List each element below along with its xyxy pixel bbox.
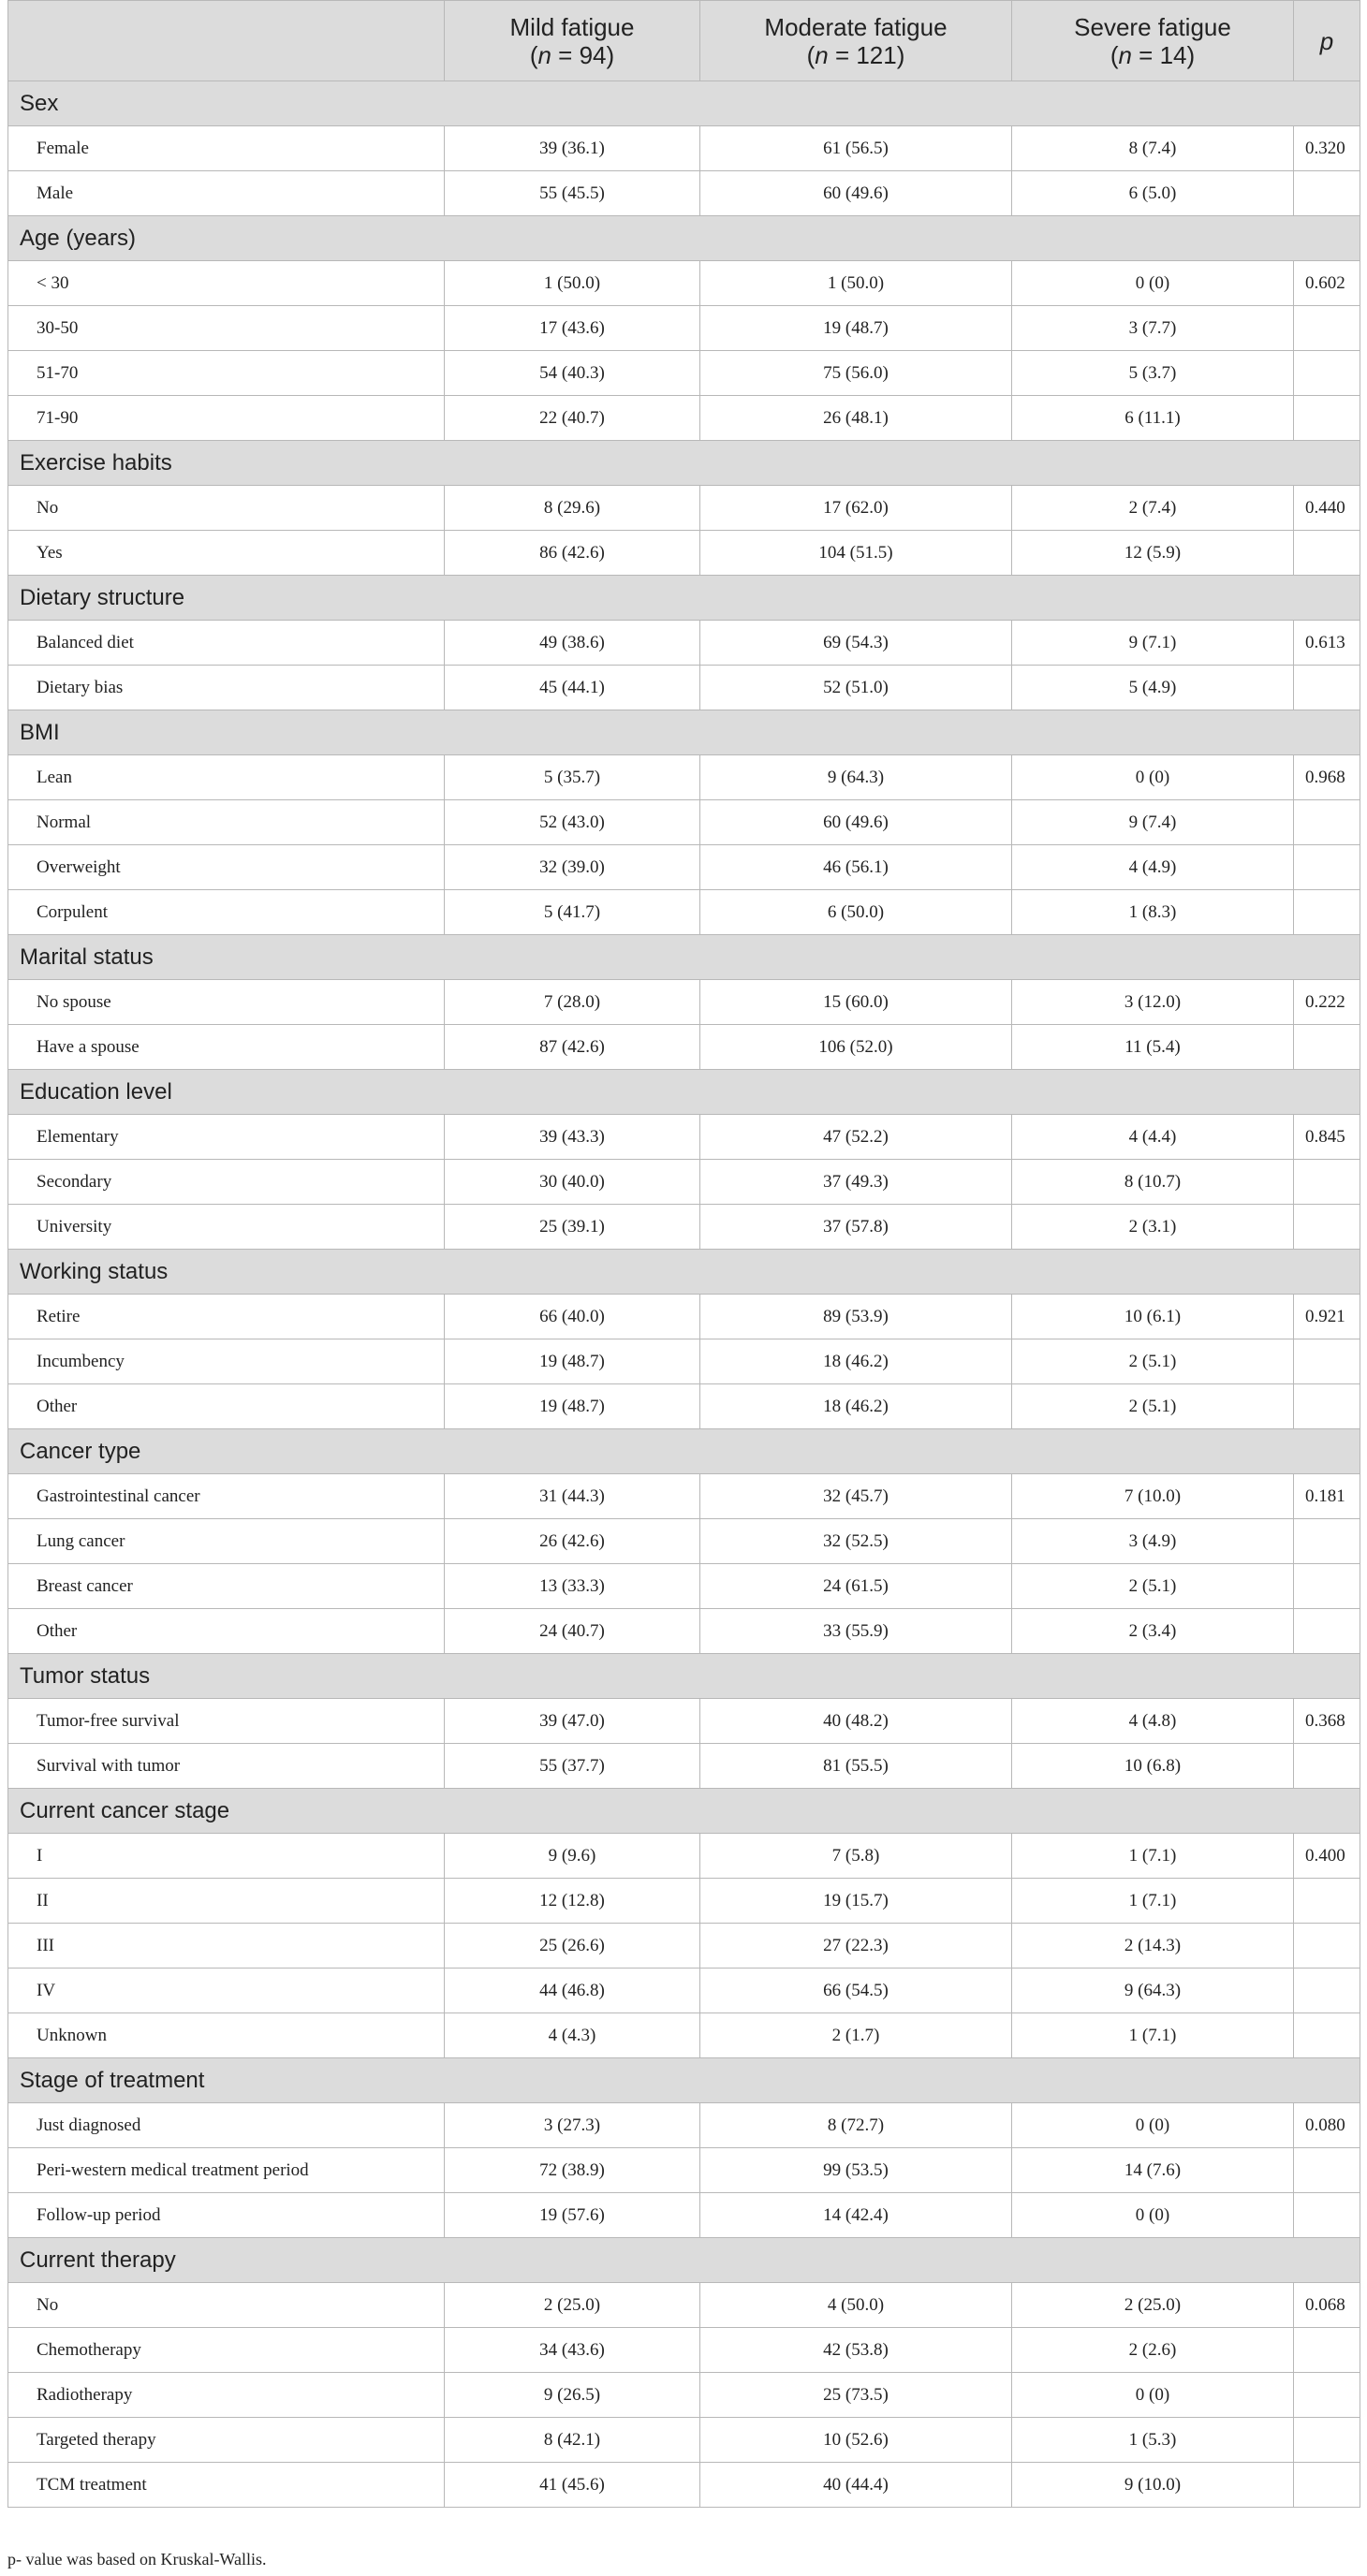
moderate-fatigue-value: 10 (52.6) (700, 2418, 1012, 2463)
severe-fatigue-value: 4 (4.4) (1012, 1115, 1294, 1160)
moderate-fatigue-value: 26 (48.1) (700, 396, 1012, 441)
group-header-row (8, 1789, 1360, 1834)
header-severe-fatigue (1012, 1, 1294, 81)
group-title: Stage of treatment (8, 2058, 1360, 2103)
p-value (1294, 1160, 1360, 1205)
group-header-row (8, 2238, 1360, 2283)
mild-fatigue-value: 52 (43.0) (445, 800, 700, 845)
p-value: 0.320 (1294, 126, 1360, 171)
group-title: Exercise habits (8, 441, 1360, 486)
moderate-fatigue-value: 47 (52.2) (700, 1115, 1012, 1160)
row-label: I (8, 1834, 445, 1879)
moderate-fatigue-value: 33 (55.9) (700, 1609, 1012, 1654)
row-label: Targeted therapy (8, 2418, 445, 2463)
p-value (1294, 2463, 1360, 2508)
header-severe-n: (n = 14) (1110, 40, 1196, 69)
severe-fatigue-value: 6 (11.1) (1012, 396, 1294, 441)
severe-fatigue-value: 7 (10.0) (1012, 1474, 1294, 1519)
p-value: 0.068 (1294, 2283, 1360, 2328)
table-row (8, 171, 1360, 216)
table-row (8, 531, 1360, 576)
p-value: 0.921 (1294, 1295, 1360, 1339)
row-label: No (8, 2283, 445, 2328)
moderate-fatigue-value: 6 (50.0) (700, 890, 1012, 935)
row-label: IV (8, 1969, 445, 2013)
severe-fatigue-value: 2 (25.0) (1012, 2283, 1294, 2328)
p-value: 0.181 (1294, 1474, 1360, 1519)
severe-fatigue-value: 1 (7.1) (1012, 1834, 1294, 1879)
group-header-row (8, 1429, 1360, 1474)
severe-fatigue-value: 10 (6.1) (1012, 1295, 1294, 1339)
table-row (8, 1924, 1360, 1969)
header-moderate-fatigue (700, 1, 1012, 81)
p-value (1294, 666, 1360, 710)
row-label: Peri-western medical treatment period (8, 2148, 445, 2193)
p-value (1294, 1609, 1360, 1654)
header-label-cell (8, 1, 445, 81)
mild-fatigue-value: 8 (42.1) (445, 2418, 700, 2463)
severe-fatigue-value: 1 (7.1) (1012, 1879, 1294, 1924)
table-row (8, 2328, 1360, 2373)
mild-fatigue-value: 25 (39.1) (445, 1205, 700, 1250)
mild-fatigue-value: 45 (44.1) (445, 666, 700, 710)
severe-fatigue-value: 9 (10.0) (1012, 2463, 1294, 2508)
table-row (8, 2013, 1360, 2058)
p-value (1294, 1519, 1360, 1564)
moderate-fatigue-value: 19 (15.7) (700, 1879, 1012, 1924)
p-value (1294, 171, 1360, 216)
group-title: Current therapy (8, 2238, 1360, 2283)
table-row (8, 1564, 1360, 1609)
moderate-fatigue-value: 18 (46.2) (700, 1384, 1012, 1429)
row-label: Normal (8, 800, 445, 845)
header-severe-n-prefix: n (1118, 40, 1132, 69)
mild-fatigue-value: 39 (43.3) (445, 1115, 700, 1160)
mild-fatigue-value: 30 (40.0) (445, 1160, 700, 1205)
p-value (1294, 1205, 1360, 1250)
severe-fatigue-value: 14 (7.6) (1012, 2148, 1294, 2193)
mild-fatigue-value: 25 (26.6) (445, 1924, 700, 1969)
p-value (1294, 1339, 1360, 1384)
group-title: Current cancer stage (8, 1789, 1360, 1834)
p-value (1294, 1384, 1360, 1429)
severe-fatigue-value: 2 (3.4) (1012, 1609, 1294, 1654)
mild-fatigue-value: 55 (37.7) (445, 1744, 700, 1789)
table-row (8, 396, 1360, 441)
moderate-fatigue-value: 89 (53.9) (700, 1295, 1012, 1339)
severe-fatigue-value: 2 (14.3) (1012, 1924, 1294, 1969)
mild-fatigue-value: 19 (48.7) (445, 1384, 700, 1429)
table-row (8, 2418, 1360, 2463)
mild-fatigue-value: 24 (40.7) (445, 1609, 700, 1654)
mild-fatigue-value: 2 (25.0) (445, 2283, 700, 2328)
severe-fatigue-value: 2 (2.6) (1012, 2328, 1294, 2373)
row-label: No spouse (8, 980, 445, 1025)
row-label: Secondary (8, 1160, 445, 1205)
table-row (8, 1834, 1360, 1879)
header-mild-n-prefix: n (537, 40, 551, 69)
table-row (8, 845, 1360, 890)
severe-fatigue-value: 1 (7.1) (1012, 2013, 1294, 2058)
row-label: Elementary (8, 1115, 445, 1160)
row-label: Balanced diet (8, 621, 445, 666)
mild-fatigue-value: 13 (33.3) (445, 1564, 700, 1609)
p-value (1294, 1025, 1360, 1070)
moderate-fatigue-value: 69 (54.3) (700, 621, 1012, 666)
mild-fatigue-value: 19 (48.7) (445, 1339, 700, 1384)
row-label: No (8, 486, 445, 531)
table-row (8, 1025, 1360, 1070)
moderate-fatigue-value: 75 (56.0) (700, 351, 1012, 396)
moderate-fatigue-value: 32 (52.5) (700, 1519, 1012, 1564)
severe-fatigue-value: 0 (0) (1012, 755, 1294, 800)
row-label: Lean (8, 755, 445, 800)
header-mild-n: (n = 94) (529, 40, 615, 69)
severe-fatigue-value: 12 (5.9) (1012, 531, 1294, 576)
row-label: Tumor-free survival (8, 1699, 445, 1744)
group-title: Dietary structure (8, 576, 1360, 621)
row-label: Male (8, 171, 445, 216)
moderate-fatigue-value: 9 (64.3) (700, 755, 1012, 800)
header-p-label: p (1319, 26, 1334, 55)
severe-fatigue-value: 4 (4.9) (1012, 845, 1294, 890)
moderate-fatigue-value: 60 (49.6) (700, 800, 1012, 845)
row-label: Other (8, 1384, 445, 1429)
p-value (1294, 1969, 1360, 2013)
table-row (8, 1699, 1360, 1744)
p-value (1294, 2013, 1360, 2058)
severe-fatigue-value: 8 (10.7) (1012, 1160, 1294, 1205)
mild-fatigue-value: 22 (40.7) (445, 396, 700, 441)
severe-fatigue-value: 1 (8.3) (1012, 890, 1294, 935)
row-label: < 30 (8, 261, 445, 306)
severe-fatigue-value: 2 (3.1) (1012, 1205, 1294, 1250)
table-footnote: p- value was based on Kruskal-Wallis. (7, 2550, 267, 2569)
severe-fatigue-value: 0 (0) (1012, 2103, 1294, 2148)
table-row (8, 261, 1360, 306)
mild-fatigue-value: 39 (47.0) (445, 1699, 700, 1744)
mild-fatigue-value: 86 (42.6) (445, 531, 700, 576)
p-value: 0.968 (1294, 755, 1360, 800)
row-label: Dietary bias (8, 666, 445, 710)
moderate-fatigue-value: 61 (56.5) (700, 126, 1012, 171)
mild-fatigue-value: 3 (27.3) (445, 2103, 700, 2148)
mild-fatigue-value: 66 (40.0) (445, 1295, 700, 1339)
mild-fatigue-value: 1 (50.0) (445, 261, 700, 306)
severe-fatigue-value: 3 (4.9) (1012, 1519, 1294, 1564)
table-row (8, 486, 1360, 531)
table-row (8, 621, 1360, 666)
p-value: 0.440 (1294, 486, 1360, 531)
table-row (8, 980, 1360, 1025)
table-row (8, 1969, 1360, 2013)
row-label: Gastrointestinal cancer (8, 1474, 445, 1519)
p-value: 0.613 (1294, 621, 1360, 666)
table-row (8, 1609, 1360, 1654)
moderate-fatigue-value: 14 (42.4) (700, 2193, 1012, 2238)
mild-fatigue-value: 5 (35.7) (445, 755, 700, 800)
severe-fatigue-value: 9 (64.3) (1012, 1969, 1294, 2013)
row-label: 71-90 (8, 396, 445, 441)
moderate-fatigue-value: 18 (46.2) (700, 1339, 1012, 1384)
severe-fatigue-value: 3 (12.0) (1012, 980, 1294, 1025)
p-value (1294, 1564, 1360, 1609)
row-label: Female (8, 126, 445, 171)
moderate-fatigue-value: 7 (5.8) (700, 1834, 1012, 1879)
table-row (8, 890, 1360, 935)
table-row (8, 1115, 1360, 1160)
row-label: Yes (8, 531, 445, 576)
table-row (8, 1160, 1360, 1205)
severe-fatigue-value: 5 (4.9) (1012, 666, 1294, 710)
group-title: Working status (8, 1250, 1360, 1295)
mild-fatigue-value: 54 (40.3) (445, 351, 700, 396)
mild-fatigue-value: 4 (4.3) (445, 2013, 700, 2058)
mild-fatigue-value: 41 (45.6) (445, 2463, 700, 2508)
table-row (8, 306, 1360, 351)
mild-fatigue-value: 9 (26.5) (445, 2373, 700, 2418)
p-value (1294, 351, 1360, 396)
severe-fatigue-value: 0 (0) (1012, 261, 1294, 306)
p-value (1294, 306, 1360, 351)
table-row (8, 2373, 1360, 2418)
group-header-row (8, 2058, 1360, 2103)
p-value (1294, 2328, 1360, 2373)
p-value: 0.368 (1294, 1699, 1360, 1744)
severe-fatigue-value: 5 (3.7) (1012, 351, 1294, 396)
severe-fatigue-value: 9 (7.4) (1012, 800, 1294, 845)
mild-fatigue-value: 87 (42.6) (445, 1025, 700, 1070)
moderate-fatigue-value: 37 (57.8) (700, 1205, 1012, 1250)
row-label: TCM treatment (8, 2463, 445, 2508)
group-header-row (8, 710, 1360, 755)
severe-fatigue-value: 3 (7.7) (1012, 306, 1294, 351)
moderate-fatigue-value: 25 (73.5) (700, 2373, 1012, 2418)
row-label: Lung cancer (8, 1519, 445, 1564)
header-moderate-n: (n = 121) (806, 40, 905, 69)
table-row (8, 1295, 1360, 1339)
severe-fatigue-value: 10 (6.8) (1012, 1744, 1294, 1789)
p-value (1294, 1879, 1360, 1924)
p-value (1294, 845, 1360, 890)
p-value (1294, 2418, 1360, 2463)
p-value: 0.845 (1294, 1115, 1360, 1160)
mild-fatigue-value: 26 (42.6) (445, 1519, 700, 1564)
moderate-fatigue-value: 46 (56.1) (700, 845, 1012, 890)
row-label: Radiotherapy (8, 2373, 445, 2418)
header-moderate-n-suffix: = 121 (828, 40, 897, 69)
p-value (1294, 2193, 1360, 2238)
row-label: Just diagnosed (8, 2103, 445, 2148)
group-title: Age (years) (8, 216, 1360, 261)
group-title: BMI (8, 710, 1360, 755)
table-body (8, 81, 1360, 2508)
mild-fatigue-value: 34 (43.6) (445, 2328, 700, 2373)
mild-fatigue-value: 9 (9.6) (445, 1834, 700, 1879)
group-header-row (8, 81, 1360, 126)
group-header-row (8, 576, 1360, 621)
p-value (1294, 396, 1360, 441)
mild-fatigue-value: 31 (44.3) (445, 1474, 700, 1519)
mild-fatigue-value: 49 (38.6) (445, 621, 700, 666)
table-row (8, 1744, 1360, 1789)
row-label: Chemotherapy (8, 2328, 445, 2373)
severe-fatigue-value: 0 (0) (1012, 2373, 1294, 2418)
row-label: Retire (8, 1295, 445, 1339)
header-mild-name: Mild fatigue (509, 12, 635, 41)
header-severe-name: Severe fatigue (1074, 12, 1231, 41)
table-row (8, 2193, 1360, 2238)
table-row (8, 2148, 1360, 2193)
group-title: Marital status (8, 935, 1360, 980)
moderate-fatigue-value: 32 (45.7) (700, 1474, 1012, 1519)
moderate-fatigue-value: 4 (50.0) (700, 2283, 1012, 2328)
row-label: Have a spouse (8, 1025, 445, 1070)
row-label: Corpulent (8, 890, 445, 935)
table-row (8, 800, 1360, 845)
p-value: 0.222 (1294, 980, 1360, 1025)
mild-fatigue-value: 72 (38.9) (445, 2148, 700, 2193)
severe-fatigue-value: 2 (7.4) (1012, 486, 1294, 531)
table-header-row (8, 1, 1360, 81)
severe-fatigue-value: 2 (5.1) (1012, 1384, 1294, 1429)
row-label: 51-70 (8, 351, 445, 396)
group-header-row (8, 1070, 1360, 1115)
row-label: Follow-up period (8, 2193, 445, 2238)
moderate-fatigue-value: 40 (48.2) (700, 1699, 1012, 1744)
moderate-fatigue-value: 106 (52.0) (700, 1025, 1012, 1070)
p-value (1294, 1744, 1360, 1789)
header-mild-fatigue (445, 1, 700, 81)
severe-fatigue-value: 2 (5.1) (1012, 1339, 1294, 1384)
severe-fatigue-value: 6 (5.0) (1012, 171, 1294, 216)
moderate-fatigue-value: 2 (1.7) (700, 2013, 1012, 2058)
moderate-fatigue-value: 8 (72.7) (700, 2103, 1012, 2148)
row-label: 30-50 (8, 306, 445, 351)
mild-fatigue-value: 12 (12.8) (445, 1879, 700, 1924)
mild-fatigue-value: 32 (39.0) (445, 845, 700, 890)
group-title: Education level (8, 1070, 1360, 1115)
header-severe-n-suffix: = 14 (1131, 40, 1187, 69)
group-title: Sex (8, 81, 1360, 126)
mild-fatigue-value: 5 (41.7) (445, 890, 700, 935)
moderate-fatigue-value: 52 (51.0) (700, 666, 1012, 710)
data-table-container (7, 0, 1360, 2508)
table-row (8, 351, 1360, 396)
row-label: II (8, 1879, 445, 1924)
severe-fatigue-value: 9 (7.1) (1012, 621, 1294, 666)
group-header-row (8, 1250, 1360, 1295)
moderate-fatigue-value: 99 (53.5) (700, 2148, 1012, 2193)
table-row (8, 1879, 1360, 1924)
p-value (1294, 1924, 1360, 1969)
table-row (8, 1339, 1360, 1384)
table-row (8, 126, 1360, 171)
severe-fatigue-value: 2 (5.1) (1012, 1564, 1294, 1609)
row-label: Unknown (8, 2013, 445, 2058)
table-row (8, 1384, 1360, 1429)
p-value (1294, 800, 1360, 845)
table-row (8, 1205, 1360, 1250)
moderate-fatigue-value: 81 (55.5) (700, 1744, 1012, 1789)
table-row (8, 2463, 1360, 2508)
mild-fatigue-value: 8 (29.6) (445, 486, 700, 531)
moderate-fatigue-value: 66 (54.5) (700, 1969, 1012, 2013)
header-mild-n-suffix: = 94 (551, 40, 607, 69)
moderate-fatigue-value: 60 (49.6) (700, 171, 1012, 216)
mild-fatigue-value: 44 (46.8) (445, 1969, 700, 2013)
severe-fatigue-value: 11 (5.4) (1012, 1025, 1294, 1070)
group-header-row (8, 935, 1360, 980)
table-row (8, 666, 1360, 710)
group-title: Cancer type (8, 1429, 1360, 1474)
group-header-row (8, 441, 1360, 486)
mild-fatigue-value: 19 (57.6) (445, 2193, 700, 2238)
table-row (8, 1519, 1360, 1564)
row-label: Incumbency (8, 1339, 445, 1384)
header-moderate-n-prefix: n (815, 40, 829, 69)
moderate-fatigue-value: 19 (48.7) (700, 306, 1012, 351)
header-p-value (1294, 1, 1360, 81)
moderate-fatigue-value: 104 (51.5) (700, 531, 1012, 576)
p-value: 0.602 (1294, 261, 1360, 306)
severe-fatigue-value: 4 (4.8) (1012, 1699, 1294, 1744)
row-label: Overweight (8, 845, 445, 890)
mild-fatigue-value: 39 (36.1) (445, 126, 700, 171)
moderate-fatigue-value: 27 (22.3) (700, 1924, 1012, 1969)
table-row (8, 2283, 1360, 2328)
group-header-row (8, 216, 1360, 261)
row-label: Breast cancer (8, 1564, 445, 1609)
mild-fatigue-value: 55 (45.5) (445, 171, 700, 216)
severe-fatigue-value: 0 (0) (1012, 2193, 1294, 2238)
table-row (8, 1474, 1360, 1519)
moderate-fatigue-value: 17 (62.0) (700, 486, 1012, 531)
severe-fatigue-value: 1 (5.3) (1012, 2418, 1294, 2463)
moderate-fatigue-value: 40 (44.4) (700, 2463, 1012, 2508)
p-value (1294, 890, 1360, 935)
fatigue-characteristics-table (7, 0, 1360, 2508)
group-title: Tumor status (8, 1654, 1360, 1699)
row-label: III (8, 1924, 445, 1969)
table-row (8, 2103, 1360, 2148)
group-header-row (8, 1654, 1360, 1699)
p-value: 0.400 (1294, 1834, 1360, 1879)
table-row (8, 755, 1360, 800)
row-label: Other (8, 1609, 445, 1654)
mild-fatigue-value: 7 (28.0) (445, 980, 700, 1025)
moderate-fatigue-value: 15 (60.0) (700, 980, 1012, 1025)
p-value (1294, 531, 1360, 576)
moderate-fatigue-value: 42 (53.8) (700, 2328, 1012, 2373)
moderate-fatigue-value: 1 (50.0) (700, 261, 1012, 306)
row-label: University (8, 1205, 445, 1250)
moderate-fatigue-value: 24 (61.5) (700, 1564, 1012, 1609)
mild-fatigue-value: 17 (43.6) (445, 306, 700, 351)
p-value: 0.080 (1294, 2103, 1360, 2148)
moderate-fatigue-value: 37 (49.3) (700, 1160, 1012, 1205)
p-value (1294, 2148, 1360, 2193)
severe-fatigue-value: 8 (7.4) (1012, 126, 1294, 171)
row-label: Survival with tumor (8, 1744, 445, 1789)
p-value (1294, 2373, 1360, 2418)
header-moderate-name: Moderate fatigue (764, 12, 948, 41)
